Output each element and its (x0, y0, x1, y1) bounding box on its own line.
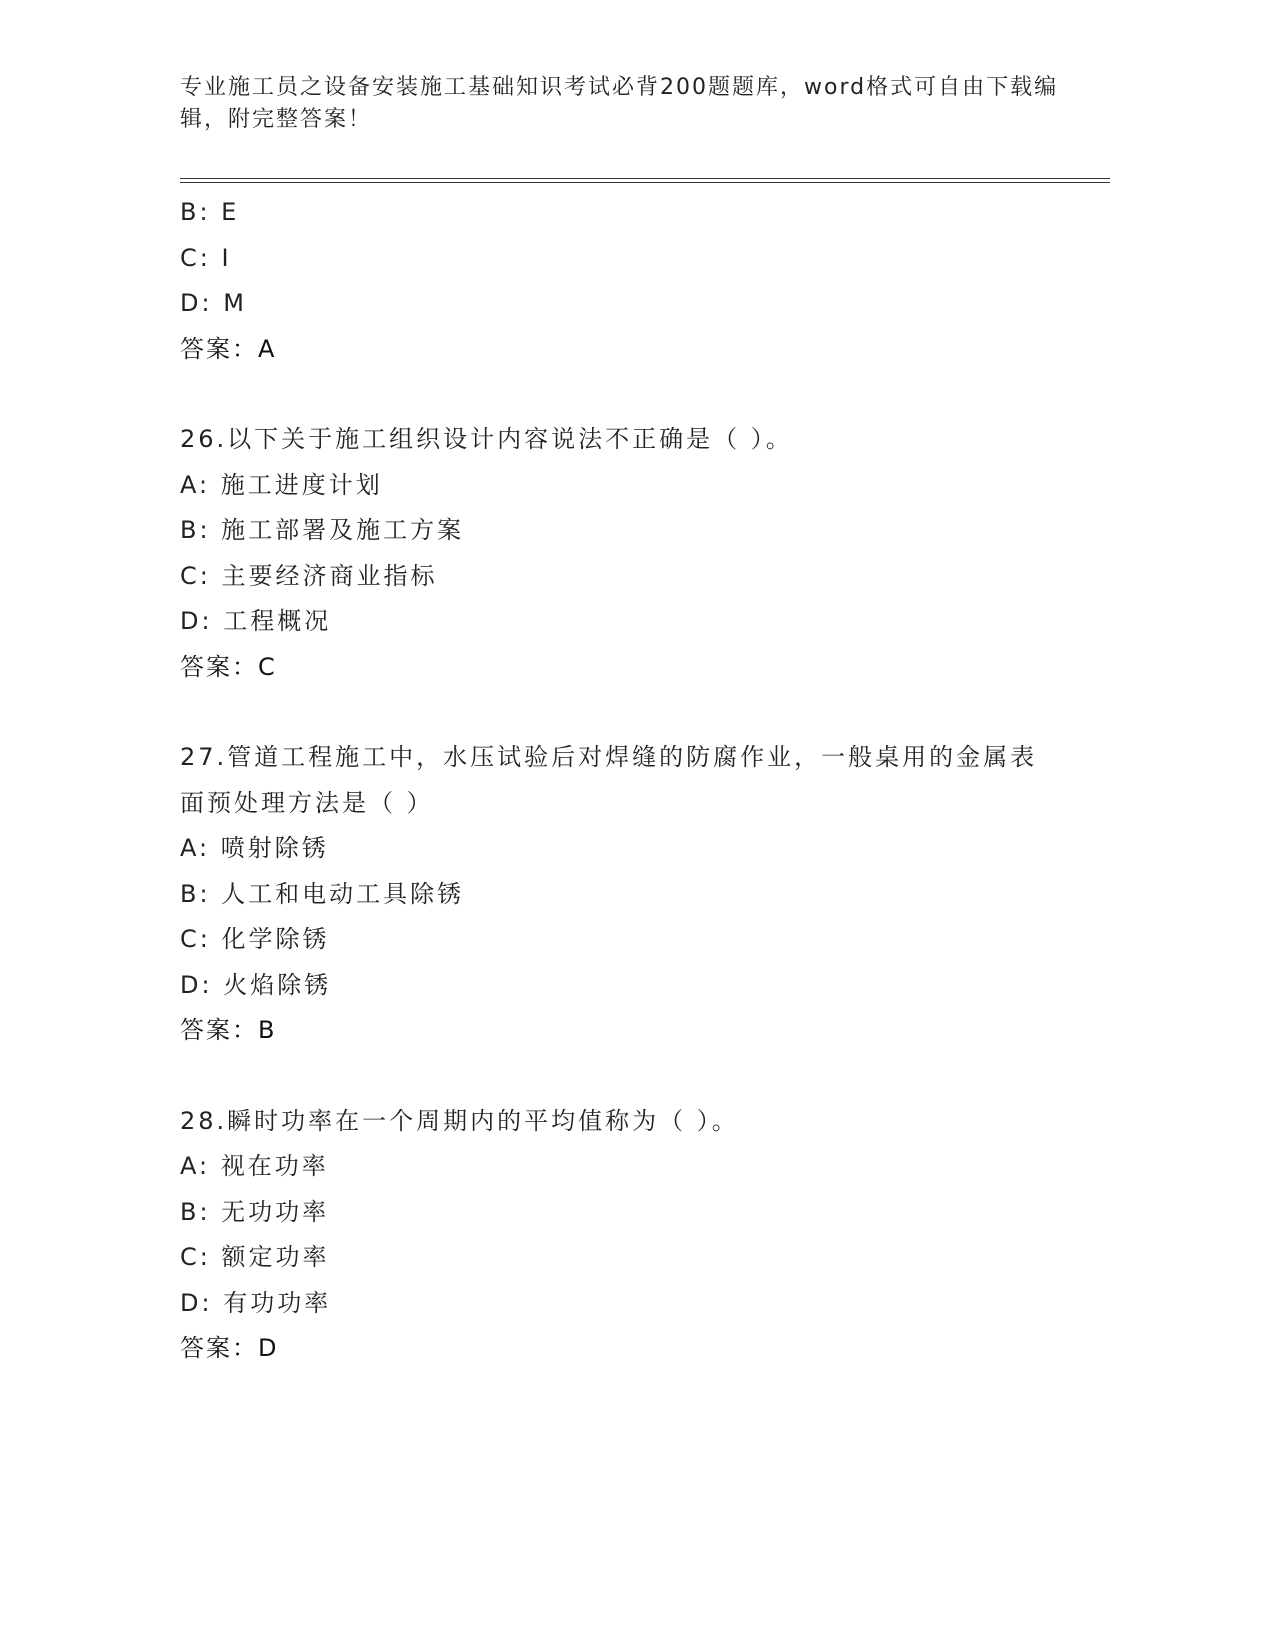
question-text: 26.以下关于施工组织设计内容说法不正确是（ ）。 (180, 425, 793, 453)
answer-line: 答案：B (180, 1016, 277, 1044)
option-c: C: 化学除锈 (180, 925, 330, 953)
option-a: A: 施工进度计划 (180, 470, 383, 499)
answer-line: 答案：D (180, 1334, 279, 1362)
option-b: B: 施工部署及施工方案 (180, 516, 465, 544)
spacer (180, 372, 1060, 417)
document-body (180, 190, 1060, 1372)
question-block-27 (180, 735, 1060, 1054)
question-text: 27.管道工程施工中，水压试验后对焊缝的防腐作业，一般桌用的金属表面预处理方法是（ ） (180, 743, 1038, 817)
option-d: D: 工程概况 (180, 607, 332, 635)
partial-question-block (180, 190, 1060, 372)
page-header-title: 专业施工员之设备安装施工基础知识考试必背200题题库，word格式可自由下载编辑，附完整答案！ (180, 75, 1059, 132)
option-c: C: 额定功率 (180, 1243, 330, 1271)
option-d: D: 有功功率 (180, 1288, 332, 1317)
option-a: A: 视在功率 (180, 1152, 329, 1180)
option-c: C: I (180, 243, 232, 272)
question-block-28 (180, 1099, 1060, 1372)
header-divider (180, 178, 1110, 183)
option-d: D: M (180, 289, 247, 317)
option-c: C: 主要经济商业指标 (180, 561, 438, 590)
option-d: D: 火焰除锈 (180, 970, 332, 999)
option-a: A: 喷射除锈 (180, 834, 329, 862)
spacer (180, 1054, 1060, 1099)
option-b: B: E (180, 198, 240, 226)
answer-line: 答案：A (180, 334, 277, 363)
question-block-26 (180, 417, 1060, 690)
spacer (180, 690, 1060, 735)
answer-line: 答案：C (180, 652, 277, 681)
question-text: 28.瞬时功率在一个周期内的平均值称为（ ）。 (180, 1106, 739, 1135)
option-b: B: 人工和电动工具除锈 (180, 879, 465, 908)
option-b: B: 无功功率 (180, 1197, 330, 1226)
